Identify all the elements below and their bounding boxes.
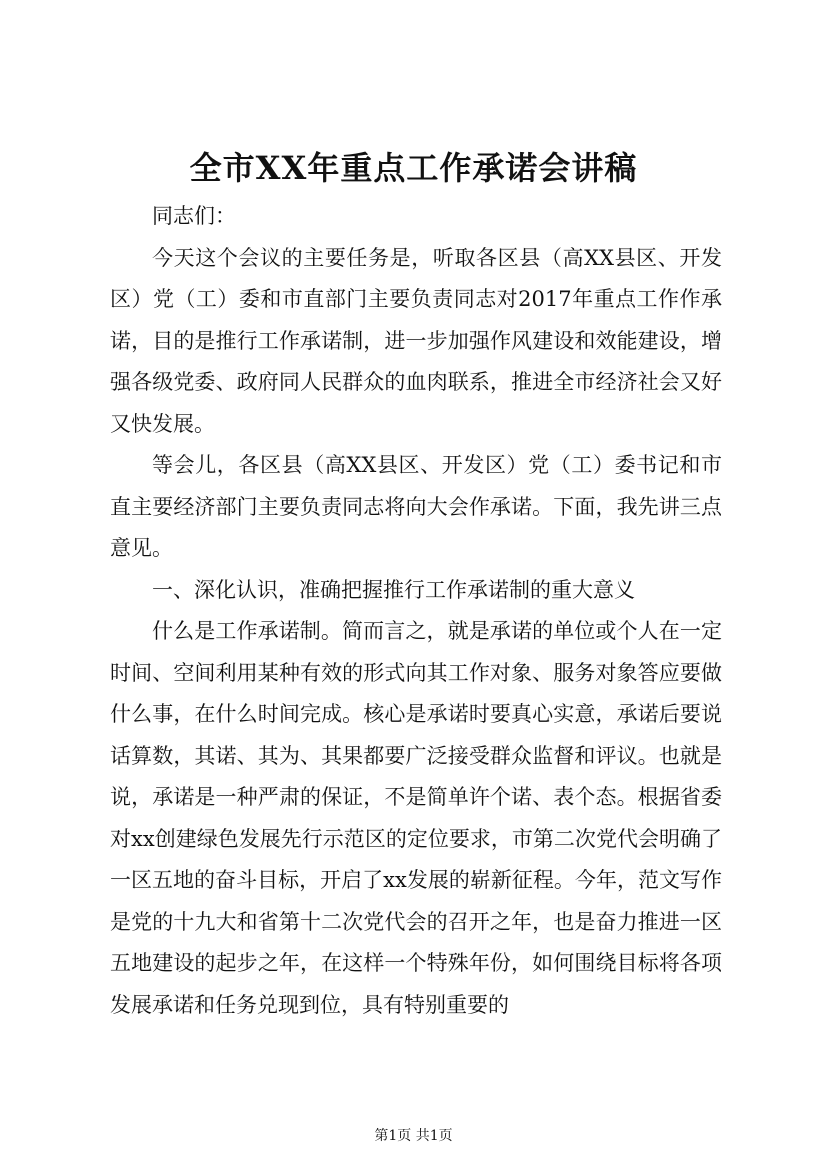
paragraph-2: 等会儿，各区县（高XX县区、开发区）党（工）委书记和市直主要经济部门主要负责同志将向大会作承诺。下面，我先讲三点意见。 — [110, 453, 722, 560]
section-heading: 一、深化认识，准确把握推行工作承诺制的重大意义 — [152, 577, 635, 602]
section-paragraph: 什么是工作承诺制。简而言之，就是承诺的单位或个人在一定时间、空间利用某种有效的形式向其工作对象、服务对象答应要做什么事，在什么时间完成。核心是承诺时要真心实意，承诺后要说话算数，其诺、其为、其果都要广泛接受群众监督和评议。也就是说，承诺是一种严肃的保证，不是简单许个诺、表个态。根据省委对xx创建绿色发展先行示范区的定位要求，市第二次党代会明确了一区五地的奋斗目标，开启了xx发展的崭新征程。今年，范文写作是党的十九大和省第十二次党代会的召开之年，也是奋力推进一区五地建设的起步之年，在这样一个特殊年份，如何围绕目标将各项发展承诺和任务兑现到位，具有特别重要的 — [110, 619, 722, 1017]
document-body — [110, 196, 722, 1026]
paragraph-1: 今天这个会议的主要任务是，听取各区县（高XX县区、开发区）党（工）委和市直部门主要负责同志对2017年重点工作作承诺，目的是推行工作承诺制，进一步加强作风建设和效能建设，增强各级党委、政府同人民群众的血肉联系，推进全市经济社会又好又快发展。 — [110, 245, 722, 436]
salutation: 同志们： — [152, 204, 236, 228]
page-footer: 第1页 共1页 — [374, 1128, 453, 1144]
document-title: 全市XX年重点工作承诺会讲稿 — [189, 149, 638, 187]
